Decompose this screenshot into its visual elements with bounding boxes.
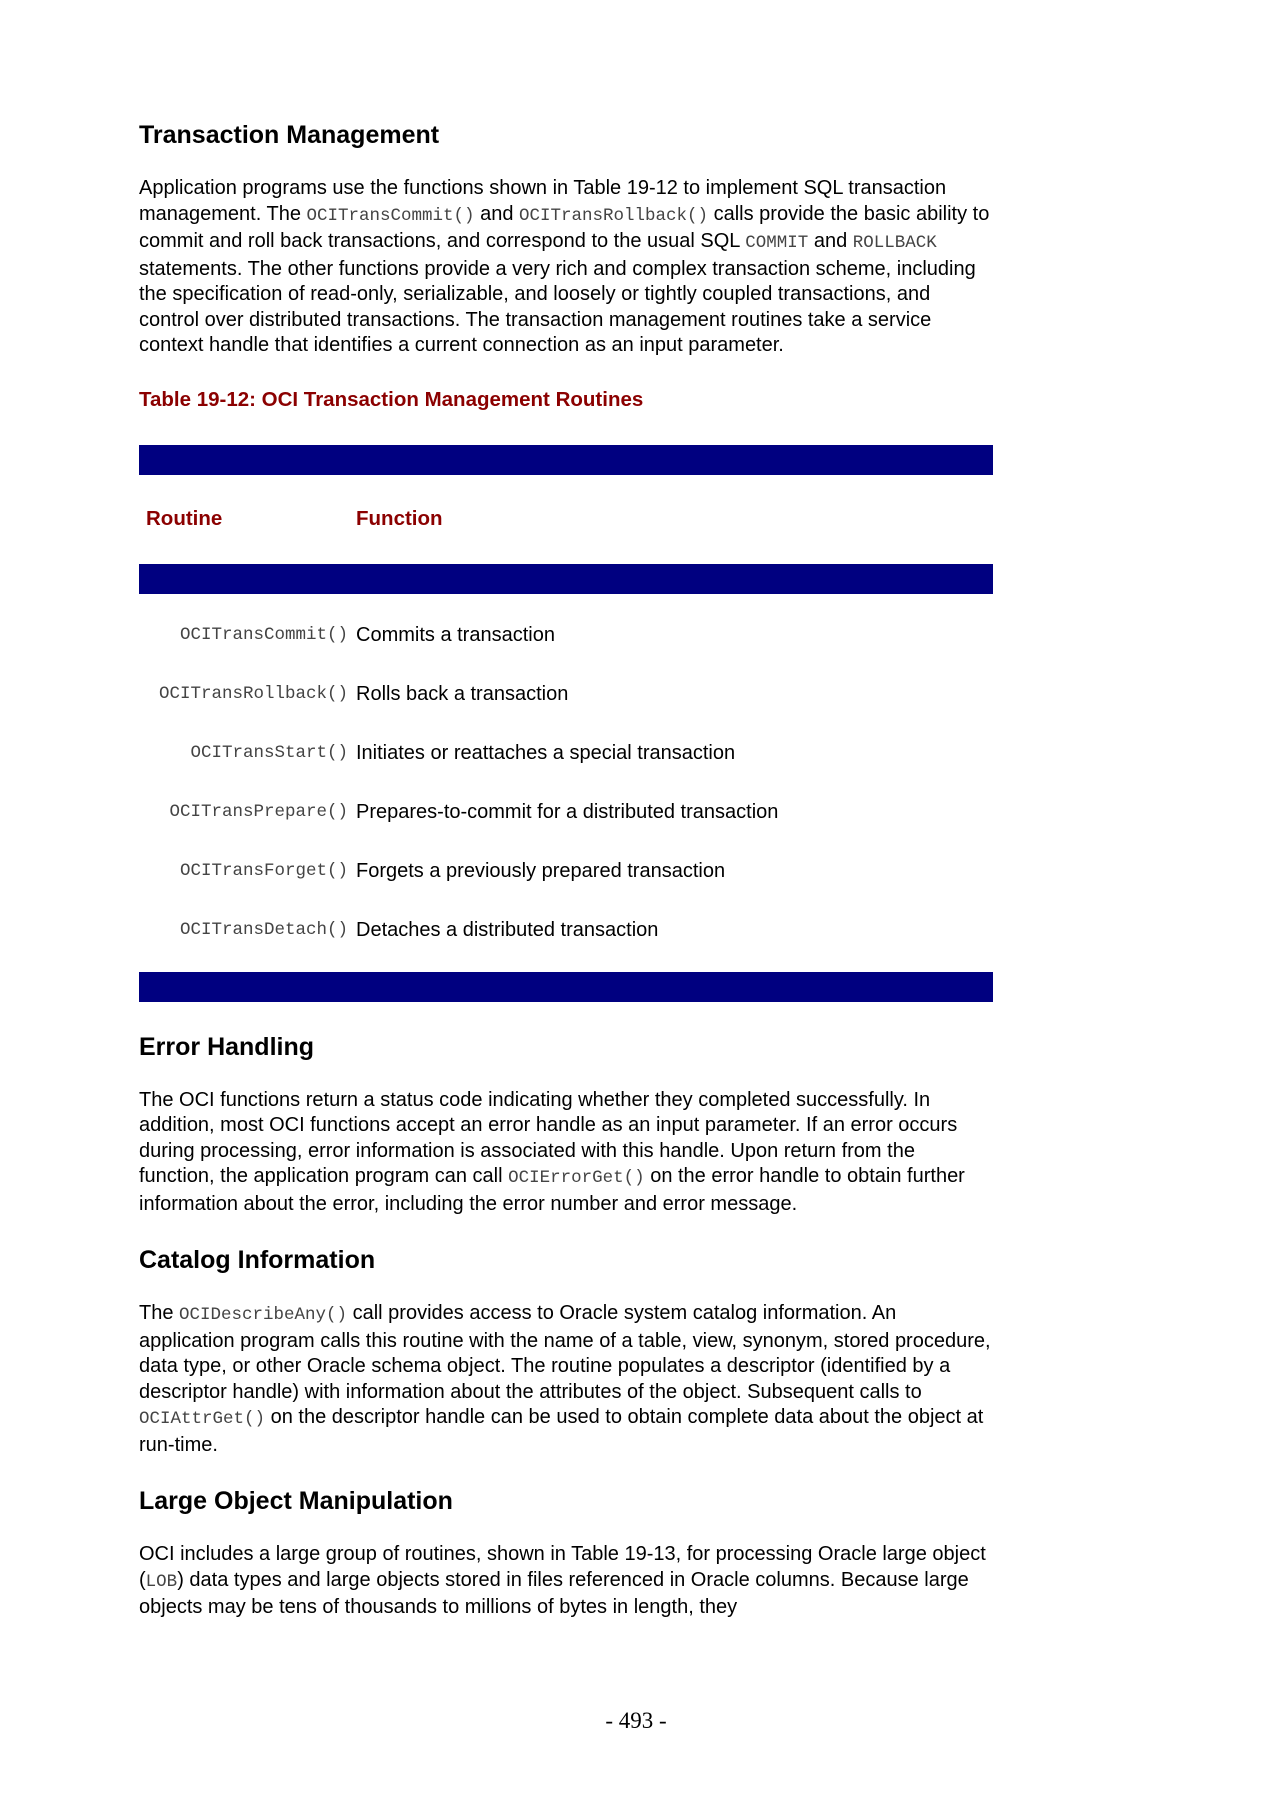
text-run: and [808, 230, 853, 252]
function-description: Detaches a distributed transaction [356, 918, 659, 941]
table-row [139, 901, 995, 960]
table-row [139, 606, 995, 665]
inline-code: ROLLBACK [852, 233, 937, 253]
header-routine: Routine [146, 507, 223, 530]
text-run: calls provide the basic ability to commit and roll back transactions, and correspond to the usual SQL [139, 202, 990, 252]
inline-code: OCITransRollback() [519, 205, 709, 226]
text-run: statements. The other functions provide a very rich and complex transaction scheme, including the specification of read-only, serializable, and loosely or tightly coupled transactions, and control over distributed transactions. The transaction management routines take a service context handle that identifies a current connection as an input parameter. [139, 257, 976, 356]
page-content [139, 120, 995, 1621]
routine-name: OCITransForget() [179, 861, 348, 881]
text-run: OCI includes a large group of routines, shown in Table 19-13, for processing Oracle large object ( [139, 1543, 986, 1591]
page-number: - 493 - [605, 1708, 667, 1733]
function-description: Forgets a previously prepared transaction [356, 859, 726, 882]
text-run: Application programs use the functions shown in Table 19-12 to implement SQL transaction management. The [139, 177, 947, 225]
heading-error-handling: Error Handling [139, 1032, 315, 1061]
table-row [139, 665, 995, 724]
heading-transaction-management: Transaction Management [139, 121, 440, 149]
routine-name: OCITransRollback() [158, 684, 348, 704]
text-run: on the error handle to obtain further information about the error, including the error number and error message. [139, 1165, 965, 1215]
text-run: and [474, 202, 520, 225]
paragraph-transaction-management [139, 176, 995, 359]
function-description: Initiates or reattaches a special transaction [356, 741, 736, 764]
text-run: on the descriptor handle can be used to obtain complete data about the object at run-time. [139, 1406, 984, 1456]
text-run: The [139, 1302, 180, 1324]
routine-name: OCITransPrepare() [169, 802, 348, 822]
paragraph-catalog-information [139, 1301, 995, 1458]
text-run: call provides access to Oracle system catalog information. An application program calls this routine with the name of a table, view, synonym, stored procedure, data type, or other Oracle schema object. The routine populates a descriptor (identified by a descriptor handle) with information about the attributes of the object. Subsequent calls to [139, 1302, 991, 1403]
table-top-bar [139, 445, 993, 475]
inline-code: OCIErrorGet() [508, 1168, 645, 1188]
inline-code: OCIAttrGet() [139, 1409, 266, 1429]
table-row [139, 842, 995, 901]
paragraph-error-handling [139, 1088, 995, 1218]
table-bottom-bar [139, 972, 993, 1002]
heading-catalog-information: Catalog Information [139, 1246, 376, 1274]
inline-code: OCIDescribeAny() [179, 1305, 348, 1325]
table-row [139, 783, 995, 842]
routines-table [139, 445, 995, 1002]
inline-code: LOB [145, 1571, 178, 1592]
inline-code: COMMIT [745, 233, 809, 253]
routine-name: OCITransDetach() [179, 920, 348, 940]
function-description: Rolls back a transaction [356, 682, 569, 705]
text-run: The OCI functions return a status code indicating whether they completed successfully. In addition, most OCI functions accept an error handle as an input parameter. If an error occurs during processing, error information is associated with this handle. Upon return from the function, the application program can call [139, 1088, 958, 1187]
table-header [139, 475, 995, 564]
routine-name: OCITransStart() [190, 743, 348, 763]
text-run: ) data types and large objects stored in files referenced in Oracle columns. Because large objects may be tens of thousands to millions of bytes in length, they [139, 1568, 969, 1618]
function-description: Commits a transaction [356, 623, 555, 646]
table-row [139, 724, 995, 783]
table-header-bar [139, 564, 993, 594]
table-body [139, 594, 995, 972]
heading-large-object-manipulation: Large Object Manipulation [139, 1487, 453, 1515]
function-description: Prepares-to-commit for a distributed transaction [356, 800, 779, 823]
table-caption: Table 19-12: OCI Transaction Management Routines [139, 387, 644, 411]
header-function: Function [356, 507, 443, 530]
inline-code: OCITransCommit() [306, 205, 475, 226]
paragraph-large-object [139, 1542, 995, 1621]
routine-name: OCITransCommit() [179, 625, 348, 645]
